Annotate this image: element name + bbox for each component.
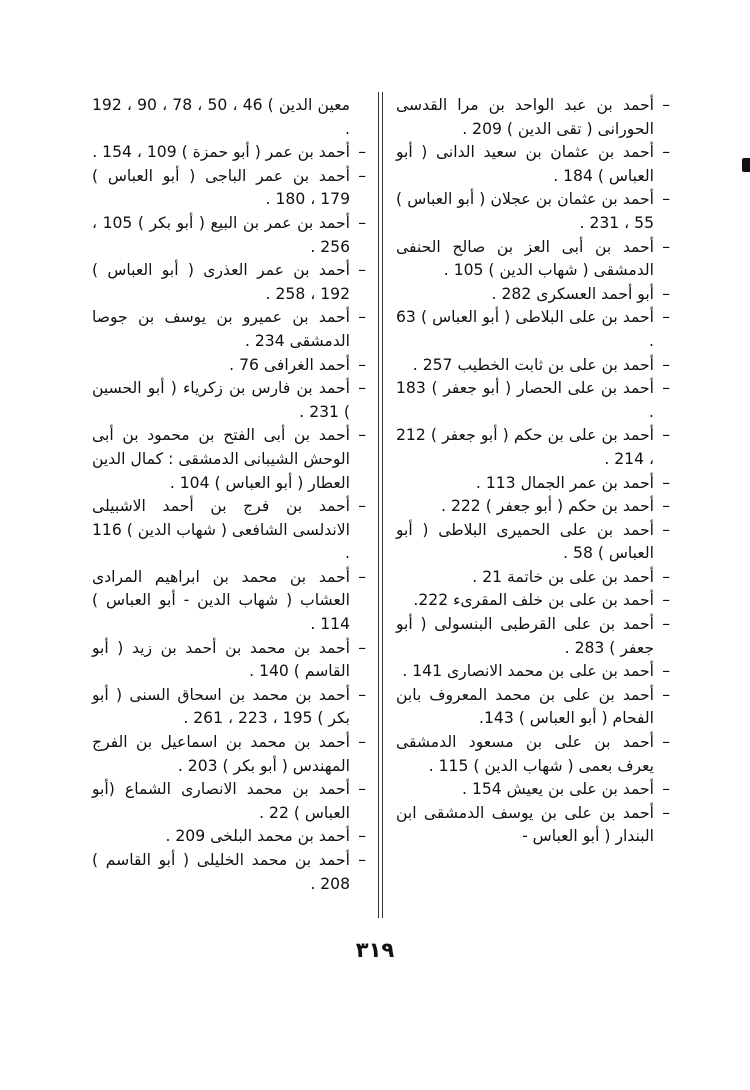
index-entry — [92, 495, 364, 566]
entry-dash: – — [358, 780, 366, 799]
entry-text: أحمد بن عبد الواحد بن مرا القدسى الحورانى ( تقى الدين ) 209 . — [396, 96, 654, 138]
entry-dash: – — [358, 308, 366, 327]
entry-text: أحمد بن أبى العز بن صالح الحنفى الدمشقى ( شهاب الدين ) 105 . — [396, 237, 654, 280]
entry-text: أحمد بن على بن محمد المعروف بابن الفحام ( أبو العباس ) 143. — [396, 685, 654, 728]
entry-dash: – — [358, 567, 366, 586]
index-entry — [396, 566, 668, 590]
index-entry — [92, 377, 364, 424]
entry-text: أحمد بن محمد بن ابراهيم المرادى العشاب ( شهاب الدين - أبو العباس ) 114 . — [92, 567, 350, 634]
index-entry — [92, 165, 364, 212]
entry-text: أحمد بن على بن محمد الانصارى 141 . — [402, 662, 654, 681]
entry-dash: – — [662, 473, 670, 492]
index-entry — [92, 212, 364, 259]
entry-text: أحمد بن عمر بن البيع ( أبو بكر ) 105 ، 256 . — [92, 213, 350, 256]
entry-text: أحمد بن عمر الباجى ( أبو العباس ) 179 ، 180 . — [92, 166, 350, 209]
entry-dash: – — [662, 591, 670, 610]
entry-text: أحمد بن محمد الانصارى الشماع (أبو العباس ) 22 . — [92, 780, 350, 822]
entry-dash: – — [662, 308, 670, 327]
entry-dash: – — [662, 355, 670, 374]
index-entry — [92, 306, 364, 353]
entry-text: أحمد بن أبى الفتح بن محمود بن أبى الوحش الشيبانى الدمشقى : كمال الدين العطار ( أبو العباس ) 104 . — [92, 426, 350, 492]
entry-text: أحمد بن على البلاطى ( أبو العباس ) 63 . — [396, 308, 654, 350]
entry-dash: – — [358, 638, 366, 657]
entry-dash: – — [662, 379, 670, 398]
index-entry — [92, 637, 364, 684]
entry-dash: – — [662, 143, 670, 162]
entry-text: أحمد بن على بن يوسف الدمشقى ابن البندار ( أبو العباس - — [396, 803, 654, 846]
entry-dash: – — [662, 190, 670, 209]
entry-text: أحمد بن حكم ( أبو جعفر ) 222 . — [441, 497, 654, 516]
index-entry — [92, 825, 364, 849]
entry-text: أحمد بن فارس بن زكرياء ( أبو الحسين ) 231 . — [92, 379, 350, 421]
entry-text: أحمد بن عثمان بن سعيد الدانى ( أبو العباس ) 184 . — [396, 143, 654, 185]
index-entry — [396, 236, 668, 283]
entry-text: أحمد بن عمر العذرى ( أبو العباس ) 192 ، 258 . — [92, 261, 350, 303]
index-entry — [92, 259, 364, 306]
index-entry — [396, 519, 668, 566]
entry-dash: – — [662, 685, 670, 704]
entry-text: أحمد بن محمد بن أحمد بن زيد ( أبو القاسم ) 140 . — [92, 638, 350, 681]
entry-dash: – — [662, 284, 670, 303]
index-entry — [396, 495, 668, 519]
entry-text: أحمد بن على بن مسعود الدمشقى يعرف بعمى ( شهاب الدين ) 115 . — [396, 733, 654, 775]
entry-dash: – — [358, 143, 366, 162]
entry-dash: – — [358, 426, 366, 445]
index-entry — [396, 377, 668, 424]
index-entry — [396, 613, 668, 660]
column-divider-line — [378, 92, 379, 918]
index-entry — [92, 684, 364, 731]
entry-dash: – — [358, 379, 366, 398]
entry-text: أحمد بن عميرو بن يوسف بن جوصا الدمشقى 234 . — [92, 308, 350, 350]
entry-text: أحمد بن على القرطبى البنسولى ( أبو جعفر ) 283 . — [396, 615, 654, 657]
entry-text: أحمد بن على بن خلف المقرىء 222. — [413, 591, 654, 610]
index-entry — [396, 589, 668, 613]
index-entry — [396, 306, 668, 353]
entry-text: أحمد بن على بن حكم ( أبو جعفر ) 212 ، 214 . — [396, 426, 654, 468]
index-entry — [396, 684, 668, 731]
entry-dash: – — [662, 567, 670, 586]
index-entry — [396, 778, 668, 802]
index-entry — [92, 849, 364, 896]
entry-dash: – — [662, 803, 670, 822]
entry-dash: – — [662, 237, 670, 256]
index-entry — [92, 424, 364, 495]
entry-text: أحمد الغرافى 76 . — [229, 355, 350, 374]
index-entry-continuation: معين الدين ) 46 ، 50 ، 78 ، 90 ، 192 . — [92, 96, 350, 138]
entry-dash: – — [662, 426, 670, 445]
entry-dash: – — [662, 520, 670, 539]
entry-text: أحمد بن على بن خاتمة 21 . — [472, 567, 654, 586]
index-column-left — [92, 94, 364, 896]
entry-text: أحمد بن محمد بن اسحاق السنى ( أبو بكر ) 195 ، 223 ، 261 . — [92, 685, 350, 728]
entry-dash: – — [358, 851, 366, 869]
entry-dash: – — [662, 780, 670, 799]
index-entry — [396, 141, 668, 188]
entry-text: أحمد بن عمر الجمال 113 . — [475, 473, 654, 492]
index-column-right — [396, 94, 668, 849]
index-entry — [92, 354, 364, 378]
entry-dash: – — [358, 497, 366, 516]
entry-dash: – — [662, 497, 670, 516]
index-entry — [92, 731, 364, 778]
index-entry — [92, 566, 364, 637]
entry-dash: – — [358, 166, 366, 185]
entry-text: أحمد بن على الحميرى البلاطى ( أبو العباس ) 58 . — [396, 520, 654, 563]
entry-text: أحمد بن على الحصار ( أبو جعفر ) 183 . — [396, 379, 654, 421]
entry-dash: – — [662, 615, 670, 634]
entry-dash: – — [662, 96, 670, 114]
entry-dash: – — [358, 685, 366, 704]
column-divider-line — [382, 92, 383, 918]
index-entry — [396, 731, 668, 778]
index-entry — [396, 188, 668, 235]
index-entry — [396, 472, 668, 496]
page-number: ٣١٩ — [355, 938, 395, 962]
index-entry — [396, 424, 668, 471]
entry-dash: – — [662, 662, 670, 681]
index-entry — [92, 778, 364, 825]
entry-text: أحمد بن محمد الخليلى ( أبو القاسم ) 208 . — [92, 851, 350, 893]
entry-text: أحمد بن محمد البلخى 209 . — [165, 827, 350, 846]
entry-dash: – — [358, 733, 366, 752]
entry-text: أحمد بن عثمان بن عجلان ( أبو العباس ) 55 ، 231 . — [396, 190, 654, 232]
entry-text: أبو أحمد العسكرى 282 . — [491, 284, 654, 303]
entry-text: أحمد بن محمد بن اسماعيل بن الفرج المهندس ( أبو بكر ) 203 . — [92, 733, 350, 775]
index-entry — [396, 802, 668, 849]
entry-text: أحمد بن فرج بن أحمد الاشبيلى الاندلسى الشافعى ( شهاب الدين ) 116 . — [92, 497, 350, 563]
entry-dash: – — [358, 827, 366, 846]
entry-dash: – — [358, 355, 366, 374]
index-entry — [396, 94, 668, 141]
entry-dash: – — [358, 213, 366, 232]
entry-dash: – — [358, 261, 366, 280]
entry-dash: – — [662, 733, 670, 752]
entry-text: أحمد بن عمر ( أبو حمزة ) 109 ، 154 . — [92, 143, 350, 162]
edge-ink-mark — [742, 158, 750, 172]
index-entry — [396, 283, 668, 307]
entry-text: أحمد بن على بن ثابت الخطيب 257 . — [412, 355, 654, 374]
index-entry — [396, 660, 668, 684]
entry-text: أحمد بن على بن يعيش 154 . — [462, 780, 654, 799]
index-entry — [396, 354, 668, 378]
index-entry — [92, 141, 364, 165]
